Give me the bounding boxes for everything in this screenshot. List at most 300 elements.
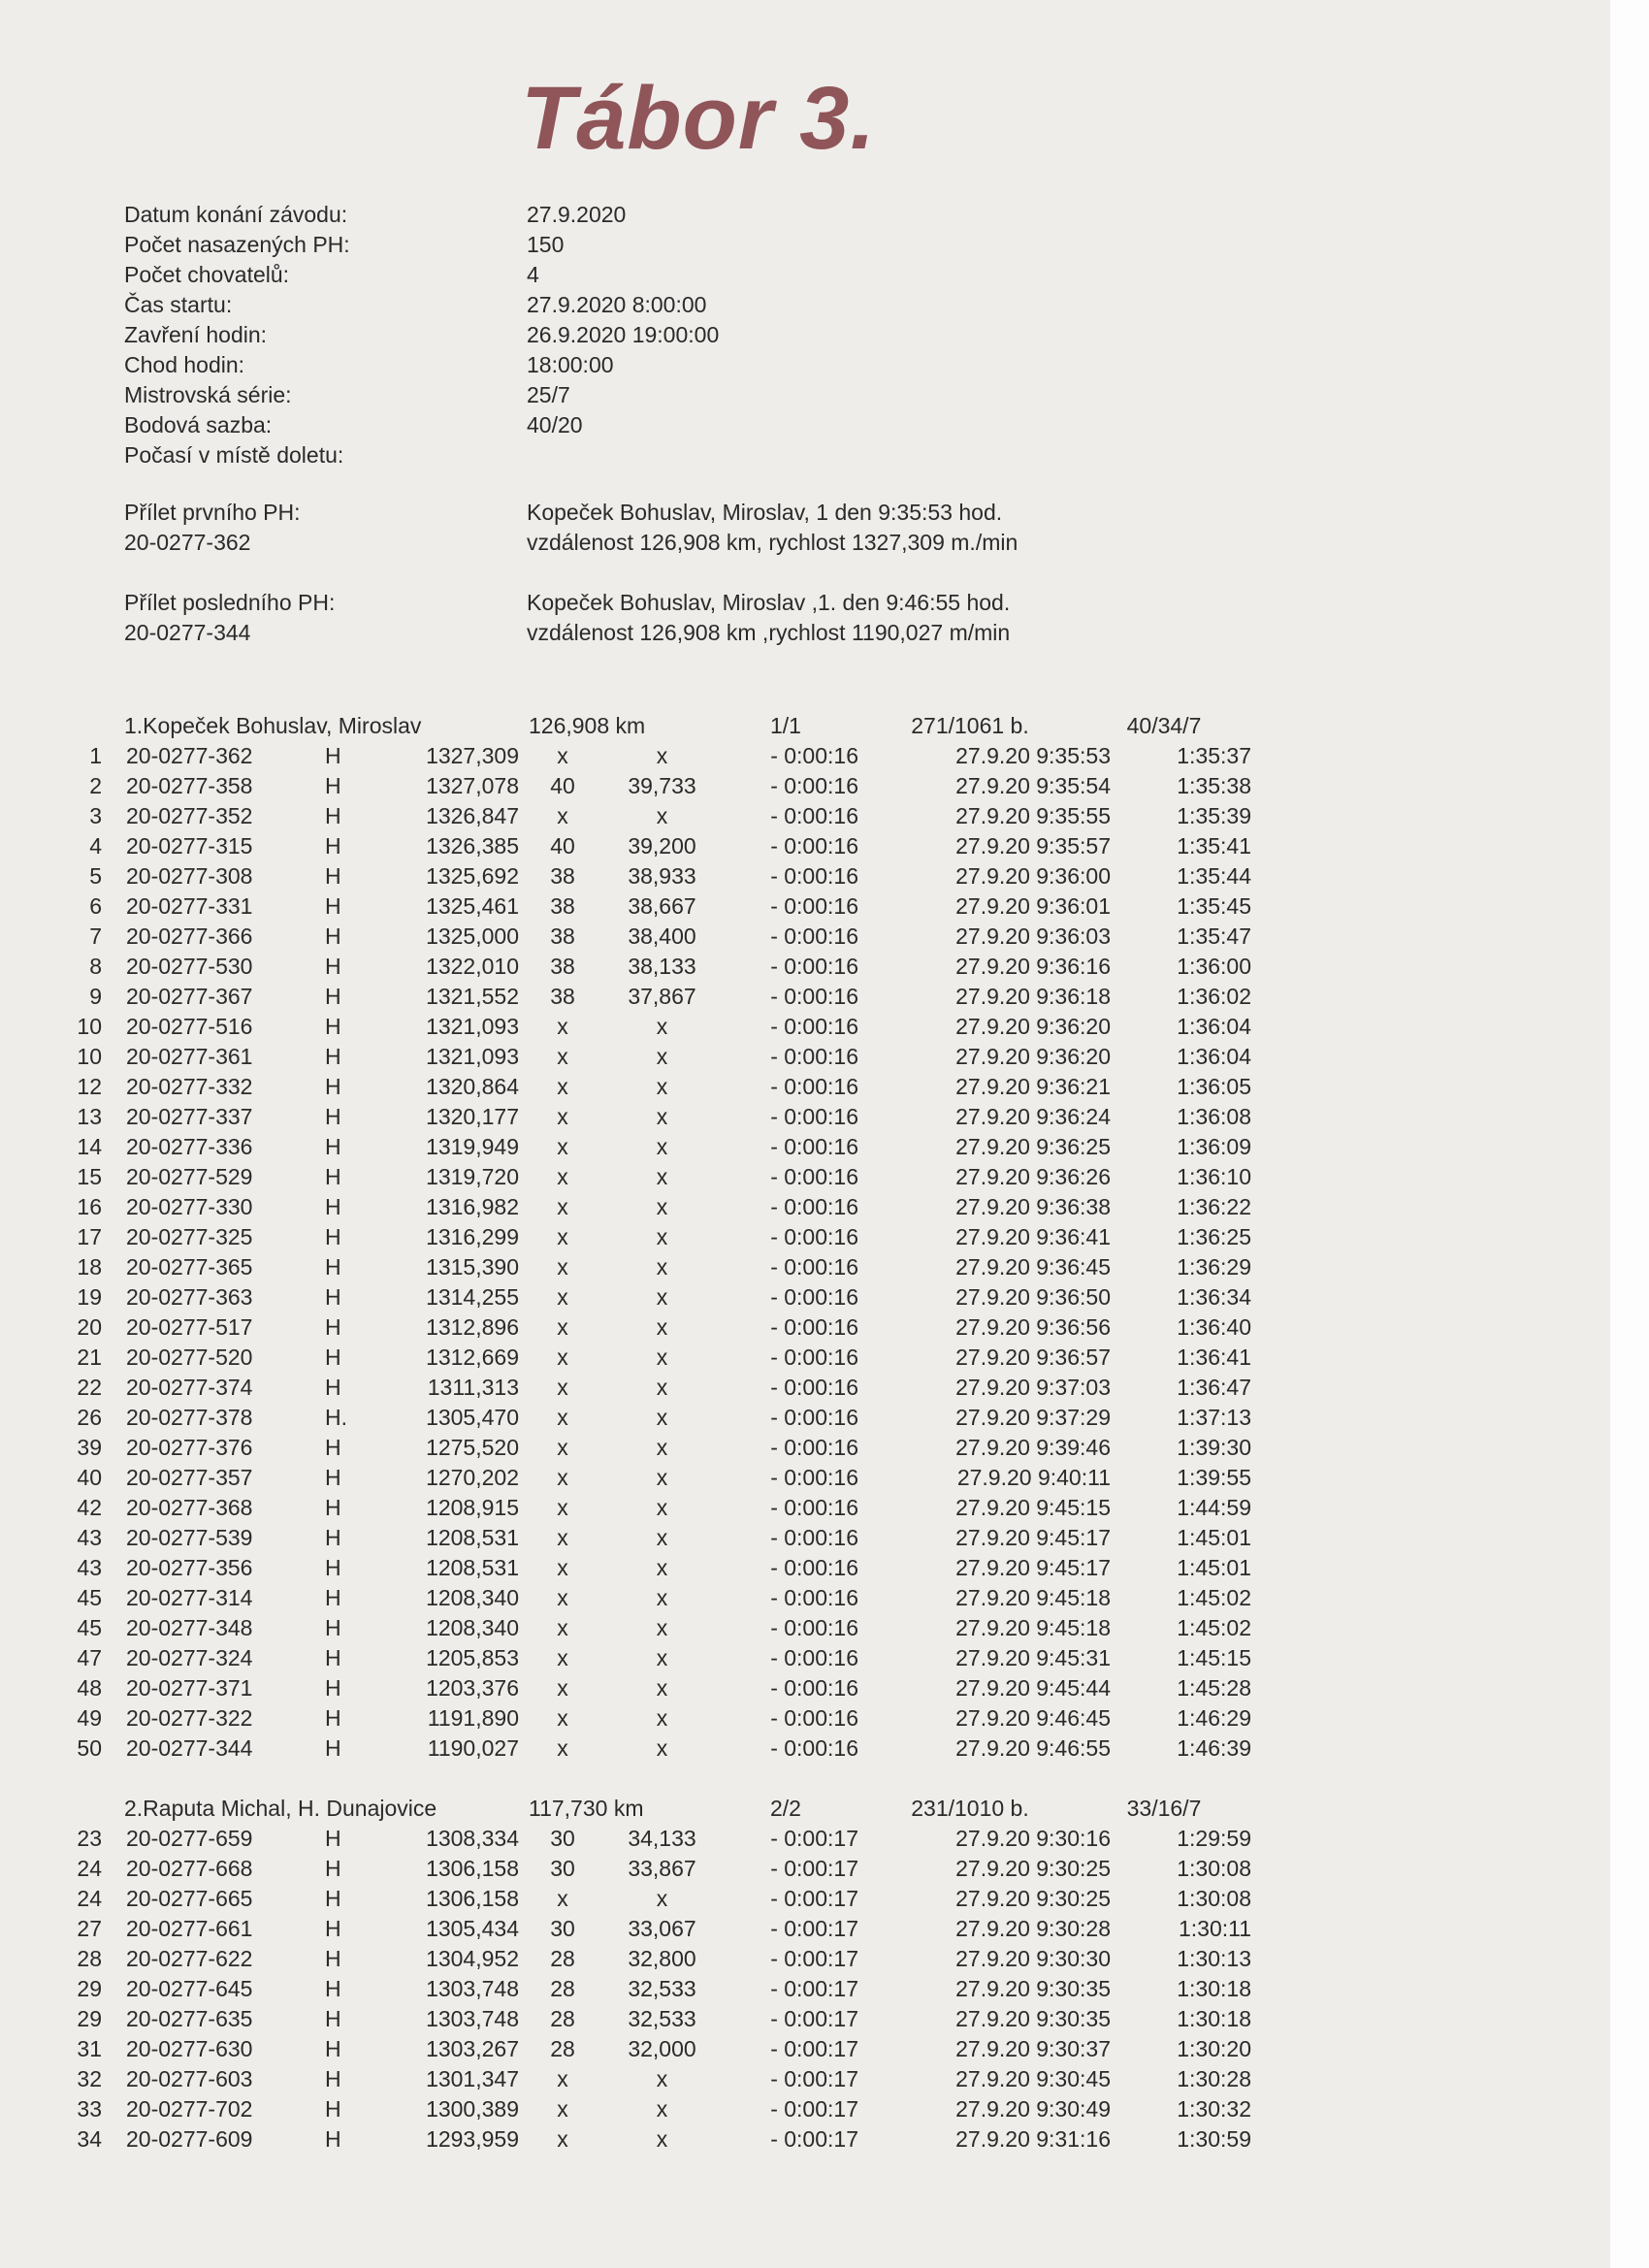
- table-row: [0, 922, 1610, 952]
- info-label: Datum konání závodu:: [124, 202, 348, 227]
- speed-cell: 1305,434: [426, 1916, 519, 1941]
- table-row: [0, 771, 1610, 801]
- sex-cell: H: [325, 1615, 341, 1640]
- table-row: [0, 2004, 1610, 2034]
- sex-cell: H: [325, 984, 341, 1009]
- breeder-rank: 2/2: [770, 1796, 801, 1821]
- points-cell: 37,867: [628, 984, 696, 1009]
- correction-cell: - 0:00:16: [770, 1134, 858, 1159]
- breeder-distance: 126,908 km: [529, 713, 646, 738]
- breeder-points: 231/1010 b.: [911, 1796, 1029, 1821]
- flight-time-cell: 1:36:00: [1177, 954, 1251, 979]
- last-arrival-label: Přílet posledního PH:: [124, 590, 336, 615]
- table-row: [0, 801, 1610, 831]
- series-points-cell: x: [557, 1615, 568, 1640]
- arrival-time-cell: 27.9.20 9:36:21: [955, 1074, 1111, 1099]
- rank-cell: 43: [77, 1555, 102, 1580]
- correction-cell: - 0:00:16: [770, 923, 858, 949]
- speed-cell: 1314,255: [426, 1284, 519, 1310]
- ring-cell: 20-0277-517: [126, 1314, 253, 1340]
- points-cell: 38,400: [628, 923, 696, 949]
- arrival-time-cell: 27.9.20 9:36:18: [955, 984, 1111, 1009]
- correction-cell: - 0:00:16: [770, 1495, 858, 1520]
- ring-cell: 20-0277-337: [126, 1104, 253, 1129]
- series-points-cell: x: [557, 1314, 568, 1340]
- points-cell: 39,733: [628, 773, 696, 798]
- flight-time-cell: 1:37:13: [1177, 1405, 1251, 1430]
- correction-cell: - 0:00:16: [770, 1375, 858, 1400]
- rank-cell: 8: [89, 954, 102, 979]
- correction-cell: - 0:00:17: [770, 1946, 858, 1971]
- arrival-time-cell: 27.9.20 9:36:38: [955, 1194, 1111, 1219]
- sex-cell: H: [325, 2066, 341, 2091]
- flight-time-cell: 1:30:08: [1177, 1886, 1251, 1911]
- sex-cell: H: [325, 1675, 341, 1701]
- arrival-time-cell: 27.9.20 9:30:28: [955, 1916, 1111, 1941]
- points-cell: x: [656, 1555, 668, 1580]
- points-cell: 38,667: [628, 893, 696, 919]
- points-cell: x: [656, 1284, 668, 1310]
- rank-cell: 2: [89, 773, 102, 798]
- flight-time-cell: 1:36:25: [1177, 1224, 1251, 1249]
- table-row: [0, 952, 1610, 982]
- rank-cell: 29: [77, 1976, 102, 2001]
- speed-cell: 1312,669: [426, 1345, 519, 1370]
- sex-cell: H: [325, 954, 341, 979]
- points-cell: 32,533: [628, 1976, 696, 2001]
- correction-cell: - 0:00:16: [770, 1405, 858, 1430]
- arrival-time-cell: 27.9.20 9:31:16: [955, 2126, 1111, 2152]
- points-cell: x: [656, 1675, 668, 1701]
- arrival-time-cell: 27.9.20 9:36:24: [955, 1104, 1111, 1129]
- flight-time-cell: 1:45:01: [1177, 1525, 1251, 1550]
- info-value: 40/20: [527, 412, 583, 437]
- table-row: [0, 1854, 1610, 1884]
- sex-cell: H: [325, 1645, 341, 1670]
- rank-cell: 32: [77, 2066, 102, 2091]
- points-cell: x: [656, 1345, 668, 1370]
- flight-time-cell: 1:46:29: [1177, 1705, 1251, 1731]
- speed-cell: 1316,982: [426, 1194, 519, 1219]
- rank-cell: 50: [77, 1735, 102, 1761]
- speed-cell: 1306,158: [426, 1856, 519, 1881]
- speed-cell: 1325,000: [426, 923, 519, 949]
- ring-cell: 20-0277-630: [126, 2036, 253, 2061]
- rank-cell: 23: [77, 1826, 102, 1851]
- info-label: Čas startu:: [124, 292, 233, 317]
- flight-time-cell: 1:36:34: [1177, 1284, 1251, 1310]
- correction-cell: - 0:00:16: [770, 1465, 858, 1490]
- sex-cell: H: [325, 1375, 341, 1400]
- correction-cell: - 0:00:17: [770, 1886, 858, 1911]
- points-cell: x: [656, 1585, 668, 1610]
- table-row: [0, 1583, 1610, 1613]
- speed-cell: 1191,890: [427, 1705, 519, 1731]
- table-row: [0, 1222, 1610, 1252]
- points-cell: x: [656, 1405, 668, 1430]
- correction-cell: - 0:00:16: [770, 833, 858, 859]
- flight-time-cell: 1:36:22: [1177, 1194, 1251, 1219]
- flight-time-cell: 1:36:04: [1177, 1044, 1251, 1069]
- series-points-cell: x: [557, 1224, 568, 1249]
- series-points-cell: 30: [550, 1826, 575, 1851]
- speed-cell: 1321,093: [426, 1014, 519, 1039]
- ring-cell: 20-0277-344: [126, 1735, 253, 1761]
- ring-cell: 20-0277-314: [126, 1585, 253, 1610]
- table-row: [0, 1553, 1610, 1583]
- points-cell: x: [656, 803, 668, 828]
- points-cell: 34,133: [628, 1826, 696, 1851]
- flight-time-cell: 1:30:28: [1177, 2066, 1251, 2091]
- sex-cell: H: [325, 1254, 341, 1280]
- speed-cell: 1326,385: [426, 833, 519, 859]
- ring-cell: 20-0277-330: [126, 1194, 253, 1219]
- breeder-header: [0, 1794, 1610, 1824]
- series-points-cell: x: [557, 743, 568, 768]
- table-row: [0, 1012, 1610, 1042]
- table-row: [0, 1613, 1610, 1643]
- flight-time-cell: 1:36:40: [1177, 1314, 1251, 1340]
- flight-time-cell: 1:35:45: [1177, 893, 1251, 919]
- arrival-time-cell: 27.9.20 9:36:01: [955, 893, 1111, 919]
- correction-cell: - 0:00:17: [770, 1856, 858, 1881]
- table-row: [0, 1403, 1610, 1433]
- rank-cell: 28: [77, 1946, 102, 1971]
- correction-cell: - 0:00:17: [770, 2066, 858, 2091]
- correction-cell: - 0:00:16: [770, 1435, 858, 1460]
- ring-cell: 20-0277-516: [126, 1014, 253, 1039]
- series-points-cell: 38: [550, 863, 575, 889]
- sex-cell: H: [325, 773, 341, 798]
- rank-cell: 33: [77, 2096, 102, 2122]
- series-points-cell: x: [557, 1164, 568, 1189]
- series-points-cell: x: [557, 1525, 568, 1550]
- flight-time-cell: 1:30:18: [1177, 2006, 1251, 2031]
- ring-cell: 20-0277-365: [126, 1254, 253, 1280]
- series-points-cell: x: [557, 1886, 568, 1911]
- table-row: [0, 1102, 1610, 1132]
- speed-cell: 1311,313: [427, 1375, 519, 1400]
- arrival-time-cell: 27.9.20 9:45:15: [955, 1495, 1111, 1520]
- ring-cell: 20-0277-367: [126, 984, 253, 1009]
- series-points-cell: x: [557, 1645, 568, 1670]
- sex-cell: H: [325, 1074, 341, 1099]
- points-cell: x: [656, 1705, 668, 1731]
- correction-cell: - 0:00:16: [770, 1705, 858, 1731]
- rank-cell: 29: [77, 2006, 102, 2031]
- arrival-time-cell: 27.9.20 9:36:57: [955, 1345, 1111, 1370]
- speed-cell: 1301,347: [426, 2066, 519, 2091]
- points-cell: x: [656, 1254, 668, 1280]
- arrival-time-cell: 27.9.20 9:36:16: [955, 954, 1111, 979]
- breeder-series: 33/16/7: [1126, 1796, 1202, 1821]
- arrival-time-cell: 27.9.20 9:30:37: [955, 2036, 1111, 2061]
- ring-cell: 20-0277-331: [126, 893, 253, 919]
- points-cell: x: [656, 1014, 668, 1039]
- correction-cell: - 0:00:16: [770, 1645, 858, 1670]
- ring-cell: 20-0277-603: [126, 2066, 253, 2091]
- speed-cell: 1308,334: [426, 1826, 519, 1851]
- arrival-time-cell: 27.9.20 9:35:57: [955, 833, 1111, 859]
- arrival-time-cell: 27.9.20 9:30:35: [955, 1976, 1111, 2001]
- rank-cell: 22: [77, 1375, 102, 1400]
- breeder-name: 1.Kopeček Bohuslav, Miroslav: [124, 713, 422, 738]
- points-cell: x: [656, 1525, 668, 1550]
- sex-cell: H: [325, 1314, 341, 1340]
- sex-cell: H: [325, 1916, 341, 1941]
- arrival-time-cell: 27.9.20 9:39:46: [955, 1435, 1111, 1460]
- ring-cell: 20-0277-529: [126, 1164, 253, 1189]
- page-title: Tábor 3.: [521, 69, 876, 168]
- flight-time-cell: 1:44:59: [1177, 1495, 1251, 1520]
- ring-cell: 20-0277-645: [126, 1976, 253, 2001]
- info-value: 27.9.2020 8:00:00: [527, 292, 707, 317]
- speed-cell: 1270,202: [426, 1465, 519, 1490]
- breeder-rank: 1/1: [770, 713, 801, 738]
- speed-cell: 1325,461: [426, 893, 519, 919]
- ring-cell: 20-0277-361: [126, 1044, 253, 1069]
- arrival-time-cell: 27.9.20 9:30:49: [955, 2096, 1111, 2122]
- points-cell: 39,200: [628, 833, 696, 859]
- series-points-cell: x: [557, 1675, 568, 1701]
- sex-cell: H: [325, 2036, 341, 2061]
- flight-time-cell: 1:39:55: [1177, 1465, 1251, 1490]
- speed-cell: 1320,177: [426, 1104, 519, 1129]
- series-points-cell: 28: [550, 2006, 575, 2031]
- sex-cell: H: [325, 1224, 341, 1249]
- sex-cell: H: [325, 1104, 341, 1129]
- ring-cell: 20-0277-366: [126, 923, 253, 949]
- table-row: [0, 1252, 1610, 1282]
- points-cell: x: [656, 743, 668, 768]
- arrival-time-cell: 27.9.20 9:45:18: [955, 1615, 1111, 1640]
- rank-cell: 27: [77, 1916, 102, 1941]
- points-cell: 33,067: [628, 1916, 696, 1941]
- series-points-cell: 28: [550, 1976, 575, 2001]
- ring-cell: 20-0277-368: [126, 1495, 253, 1520]
- correction-cell: - 0:00:16: [770, 1014, 858, 1039]
- arrival-time-cell: 27.9.20 9:40:11: [956, 1465, 1111, 1490]
- speed-cell: 1305,470: [426, 1405, 519, 1430]
- flight-time-cell: 1:36:04: [1177, 1014, 1251, 1039]
- sex-cell: H: [325, 1886, 341, 1911]
- points-cell: 32,800: [628, 1946, 696, 1971]
- speed-cell: 1303,267: [426, 2036, 519, 2061]
- info-label: Mistrovská série:: [124, 382, 292, 407]
- ring-cell: 20-0277-668: [126, 1856, 253, 1881]
- arrival-time-cell: 27.9.20 9:30:25: [955, 1886, 1111, 1911]
- ring-cell: 20-0277-308: [126, 863, 253, 889]
- ring-cell: 20-0277-376: [126, 1435, 253, 1460]
- sex-cell: H: [325, 1856, 341, 1881]
- correction-cell: - 0:00:16: [770, 1675, 858, 1701]
- arrival-time-cell: 27.9.20 9:45:31: [955, 1645, 1111, 1670]
- correction-cell: - 0:00:16: [770, 954, 858, 979]
- flight-time-cell: 1:36:41: [1177, 1345, 1251, 1370]
- table-row: [0, 1042, 1610, 1072]
- series-points-cell: x: [557, 1495, 568, 1520]
- flight-time-cell: 1:30:59: [1177, 2126, 1251, 2152]
- correction-cell: - 0:00:16: [770, 984, 858, 1009]
- speed-cell: 1326,847: [426, 803, 519, 828]
- flight-time-cell: 1:30:20: [1177, 2036, 1251, 2061]
- points-cell: 38,133: [628, 954, 696, 979]
- flight-time-cell: 1:36:10: [1177, 1164, 1251, 1189]
- flight-time-cell: 1:30:13: [1177, 1946, 1251, 1971]
- arrival-time-cell: 27.9.20 9:30:16: [955, 1826, 1111, 1851]
- sex-cell: H: [325, 1044, 341, 1069]
- flight-time-cell: 1:45:02: [1177, 1615, 1251, 1640]
- speed-cell: 1312,896: [426, 1314, 519, 1340]
- sex-cell: H: [325, 1164, 341, 1189]
- arrival-time-cell: 27.9.20 9:46:45: [955, 1705, 1111, 1731]
- series-points-cell: x: [557, 1345, 568, 1370]
- rank-cell: 49: [77, 1705, 102, 1731]
- table-row: [0, 1643, 1610, 1673]
- ring-cell: 20-0277-661: [126, 1916, 253, 1941]
- arrival-time-cell: 27.9.20 9:30:45: [955, 2066, 1111, 2091]
- rank-cell: 12: [77, 1074, 102, 1099]
- points-cell: 32,533: [628, 2006, 696, 2031]
- flight-time-cell: 1:36:09: [1177, 1134, 1251, 1159]
- flight-time-cell: 1:29:59: [1177, 1826, 1251, 1851]
- series-points-cell: x: [557, 1465, 568, 1490]
- arrival-time-cell: 27.9.20 9:46:55: [955, 1735, 1111, 1761]
- ring-cell: 20-0277-363: [126, 1284, 253, 1310]
- series-points-cell: x: [557, 2126, 568, 2152]
- arrival-time-cell: 27.9.20 9:45:18: [955, 1585, 1111, 1610]
- correction-cell: - 0:00:16: [770, 1194, 858, 1219]
- series-points-cell: 38: [550, 984, 575, 1009]
- points-cell: x: [656, 1104, 668, 1129]
- sex-cell: H: [325, 833, 341, 859]
- table-row: [0, 1493, 1610, 1523]
- info-value: 27.9.2020: [527, 202, 627, 227]
- ring-cell: 20-0277-520: [126, 1345, 253, 1370]
- arrival-time-cell: 27.9.20 9:36:50: [955, 1284, 1111, 1310]
- table-row: [0, 861, 1610, 891]
- sex-cell: H: [325, 1705, 341, 1731]
- ring-cell: 20-0277-332: [126, 1074, 253, 1099]
- arrival-time-cell: 27.9.20 9:30:25: [955, 1856, 1111, 1881]
- table-row: [0, 2094, 1610, 2124]
- ring-cell: 20-0277-378: [126, 1405, 253, 1430]
- flight-time-cell: 1:36:29: [1177, 1254, 1251, 1280]
- rank-cell: 18: [77, 1254, 102, 1280]
- points-cell: x: [656, 1375, 668, 1400]
- speed-cell: 1208,531: [426, 1525, 519, 1550]
- info-value: 150: [527, 232, 565, 257]
- table-row: [0, 1312, 1610, 1343]
- speed-cell: 1327,309: [426, 743, 519, 768]
- ring-cell: 20-0277-635: [126, 2006, 253, 2031]
- rank-cell: 45: [77, 1585, 102, 1610]
- speed-cell: 1303,748: [426, 2006, 519, 2031]
- points-cell: x: [656, 1164, 668, 1189]
- table-row: [0, 1373, 1610, 1403]
- points-cell: 38,933: [628, 863, 696, 889]
- breeder-name: 2.Raputa Michal, H. Dunajovice: [124, 1796, 437, 1821]
- info-label: Počet nasazených PH:: [124, 232, 350, 257]
- rank-cell: 42: [77, 1495, 102, 1520]
- info-label: Chod hodin:: [124, 352, 245, 377]
- flight-time-cell: 1:35:44: [1177, 863, 1251, 889]
- correction-cell: - 0:00:16: [770, 1104, 858, 1129]
- rank-cell: 48: [77, 1675, 102, 1701]
- points-cell: x: [656, 1465, 668, 1490]
- table-row: [0, 1463, 1610, 1493]
- correction-cell: - 0:00:16: [770, 773, 858, 798]
- rank-cell: 4: [89, 833, 102, 859]
- speed-cell: 1208,340: [426, 1615, 519, 1640]
- speed-cell: 1316,299: [426, 1224, 519, 1249]
- series-points-cell: x: [557, 1585, 568, 1610]
- breeder-points: 271/1061 b.: [911, 713, 1029, 738]
- sex-cell: H: [325, 1014, 341, 1039]
- correction-cell: - 0:00:17: [770, 2126, 858, 2152]
- series-points-cell: x: [557, 1555, 568, 1580]
- table-row: [0, 891, 1610, 922]
- ring-cell: 20-0277-539: [126, 1525, 253, 1550]
- table-row: [0, 1884, 1610, 1914]
- points-cell: x: [656, 1886, 668, 1911]
- ring-cell: 20-0277-358: [126, 773, 253, 798]
- ring-cell: 20-0277-352: [126, 803, 253, 828]
- correction-cell: - 0:00:17: [770, 1916, 858, 1941]
- points-cell: x: [656, 1044, 668, 1069]
- ring-cell: 20-0277-322: [126, 1705, 253, 1731]
- rank-cell: 10: [77, 1044, 102, 1069]
- correction-cell: - 0:00:16: [770, 1314, 858, 1340]
- correction-cell: - 0:00:17: [770, 2096, 858, 2122]
- flight-time-cell: 1:45:28: [1177, 1675, 1251, 1701]
- info-label: Počet chovatelů:: [124, 262, 290, 287]
- speed-cell: 1300,389: [426, 2096, 519, 2122]
- flight-time-cell: 1:35:38: [1177, 773, 1251, 798]
- correction-cell: - 0:00:17: [770, 2036, 858, 2061]
- ring-cell: 20-0277-356: [126, 1555, 253, 1580]
- flight-time-cell: 1:35:47: [1177, 923, 1251, 949]
- ring-cell: 20-0277-362: [126, 743, 253, 768]
- ring-cell: 20-0277-659: [126, 1826, 253, 1851]
- info-label: Počasí v místě doletu:: [124, 442, 344, 468]
- speed-cell: 1319,720: [426, 1164, 519, 1189]
- table-row: [0, 831, 1610, 861]
- arrival-time-cell: 27.9.20 9:37:03: [955, 1375, 1111, 1400]
- points-cell: x: [656, 1735, 668, 1761]
- breeder-distance: 117,730 km: [529, 1796, 644, 1821]
- table-row: [0, 1703, 1610, 1733]
- rank-cell: 20: [77, 1314, 102, 1340]
- sex-cell: H: [325, 1284, 341, 1310]
- sex-cell: H: [325, 2096, 341, 2122]
- series-points-cell: x: [557, 1375, 568, 1400]
- rank-cell: 19: [77, 1284, 102, 1310]
- speed-cell: 1319,949: [426, 1134, 519, 1159]
- speed-cell: 1327,078: [426, 773, 519, 798]
- speed-cell: 1190,027: [427, 1735, 519, 1761]
- correction-cell: - 0:00:16: [770, 1254, 858, 1280]
- flight-time-cell: 1:30:08: [1177, 1856, 1251, 1881]
- series-points-cell: x: [557, 1104, 568, 1129]
- correction-cell: - 0:00:17: [770, 1826, 858, 1851]
- last-arrival-line2: vzdálenost 126,908 km ,rychlost 1190,027 m/min: [527, 620, 1011, 645]
- ring-cell: 20-0277-315: [126, 833, 253, 859]
- sex-cell: H.: [325, 1405, 347, 1430]
- rank-cell: 43: [77, 1525, 102, 1550]
- arrival-time-cell: 27.9.20 9:45:44: [955, 1675, 1111, 1701]
- info-label: Zavření hodin:: [124, 322, 268, 347]
